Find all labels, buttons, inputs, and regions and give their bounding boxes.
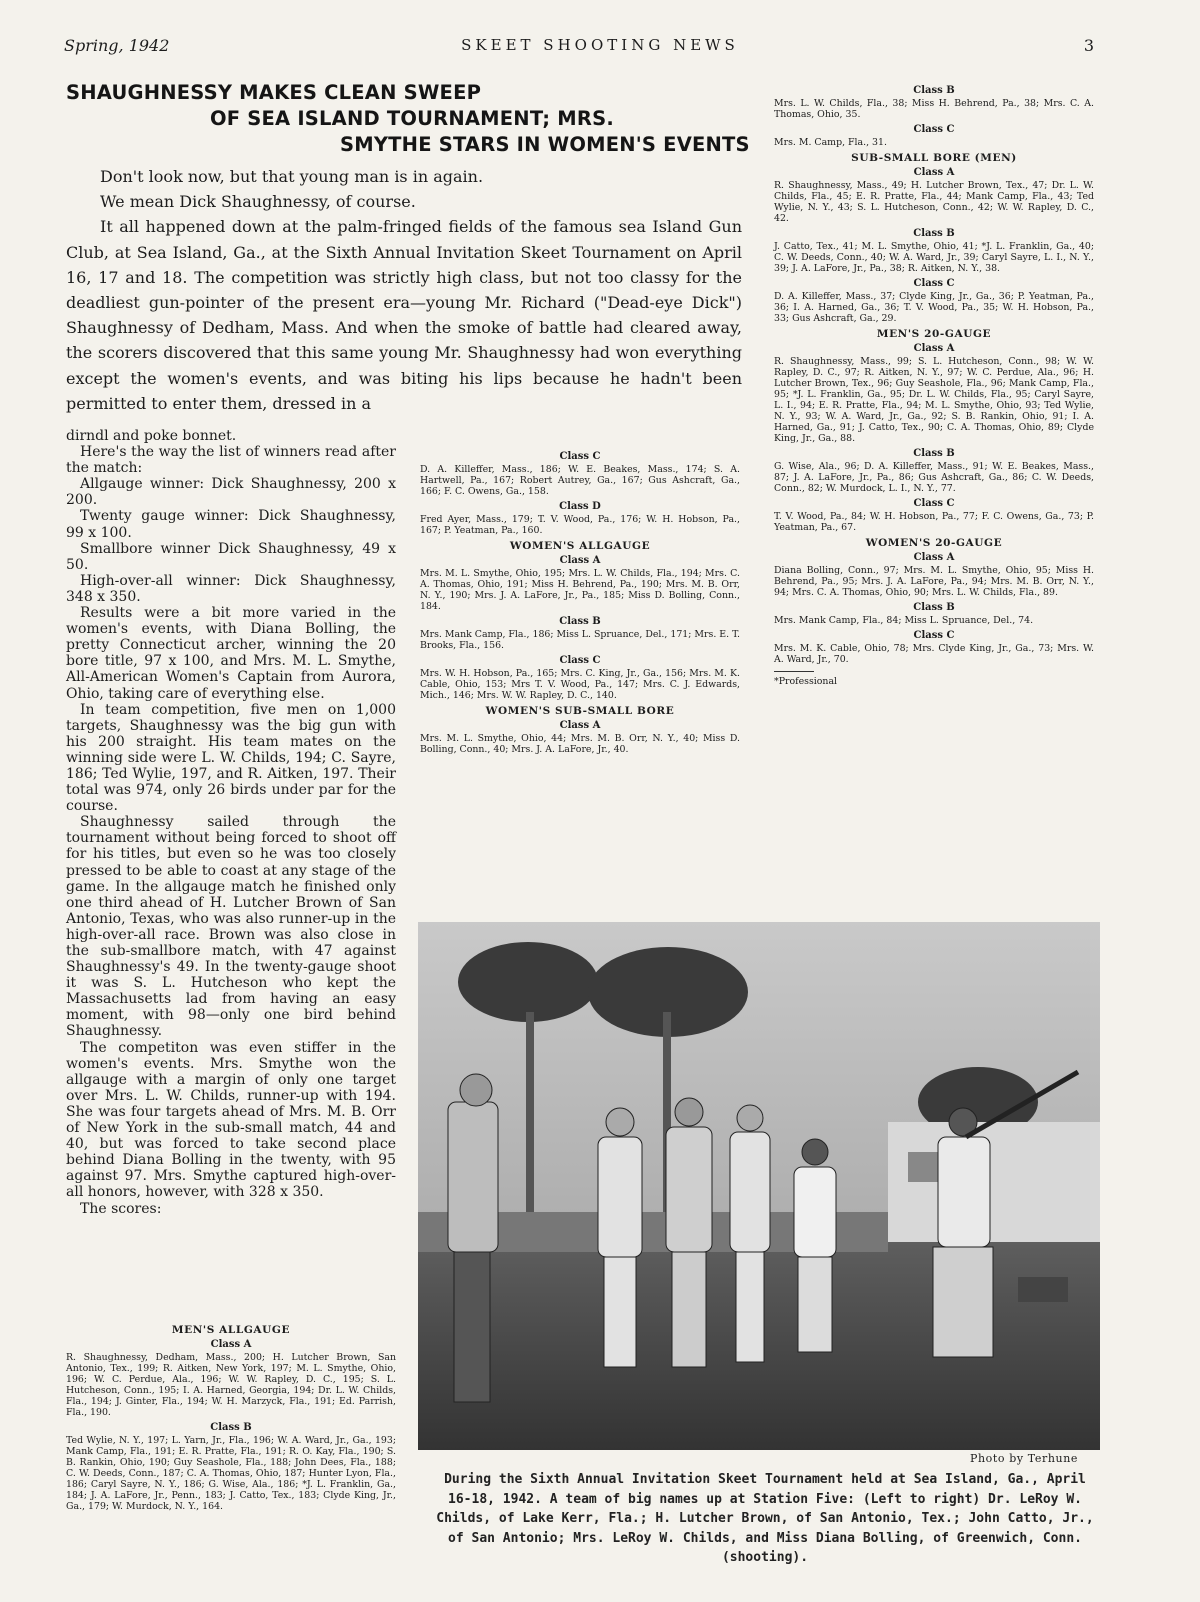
body-paragraph: Here's the way the list of winners read after the match: xyxy=(66,444,396,477)
class-label: Class A xyxy=(559,555,601,566)
class-label: Class B xyxy=(913,602,955,613)
class-label: Class B xyxy=(559,616,601,627)
section-heading: MEN'S 20-GAUGE xyxy=(876,328,992,340)
score-list: Mrs. M. L. Smythe, Ohio, 44; Mrs. M. B. Orr, N. Y., 40; Miss D. Bolling, Conn., 40; Mrs. J. A. LaFore, Jr., 40. xyxy=(420,733,740,755)
score-list: Mrs. M. L. Smythe, Ohio, 195; Mrs. L. W. Childs, Fla., 194; Mrs. C. A. Thomas, Ohio, 191; Miss H. Behrend, Pa., 190; Mrs. M. B. Orr, N. Y., 190; Mrs. J. A. LaFore, Jr., Pa., 185; Miss D. Bolling, Conn., 184. xyxy=(420,568,740,612)
headline-line-1: SHAUGHNESSY MAKES CLEAN SWEEP xyxy=(66,81,482,104)
class-label: Class D xyxy=(559,501,601,512)
body-paragraph: The scores: xyxy=(80,1200,162,1217)
class-label: Class C xyxy=(559,655,601,666)
page-number: 3 xyxy=(1083,36,1094,55)
photo-caption: During the Sixth Annual Invitation Skeet Tournament held at Sea Island, Ga., April 16-18, 1942. A team of big names up at Station Five: (Left to right) Dr. LeRoy W. Childs, of Lake Kerr, Fla.; H. Lutcher Brown, of San Antonio, Tex.; John Catto, Jr., of San Antonio; Mrs. LeRoy W. Childs, and Miss Diana Bolling, of Greenwich, Conn. (shooting). xyxy=(436,1472,1094,1565)
class-label: Class C xyxy=(913,498,955,509)
class-label: Class B xyxy=(913,85,955,96)
class-label: Class A xyxy=(913,552,955,563)
class-label: Class C xyxy=(913,630,955,641)
score-list: Mrs. M. K. Cable, Ohio, 78; Mrs. Clyde King, Jr., Ga., 73; Mrs. W. A. Ward, Jr., 70. xyxy=(774,643,1094,665)
article-intro xyxy=(66,164,742,416)
body-paragraph: Shaughnessy sailed through the tournament without being forced to shoot off for his titles, but even so he was too closely pressed to be able to coast at any stage of the game. In the allgauge match he finished only one third ahead of H. Lutcher Brown of San Antonio, Texas, who was also runner-up in the high-over-all race. Brown was also close in the sub-smallbore match, with 47 against Shaughnessy's 49. In the twenty-gauge shoot it was S. L. Hutcheson who kept the Massachusetts lad from having an easy moment, with 98—only one bird behind Shaughnessy. xyxy=(66,814,396,1040)
class-label: Class C xyxy=(913,124,955,135)
class-label: Class C xyxy=(559,451,601,462)
class-label: Class C xyxy=(913,278,955,289)
class-label: Class A xyxy=(559,720,601,731)
scores-column-3 xyxy=(774,82,1094,691)
section-heading: WOMEN'S 20-GAUGE xyxy=(865,537,1003,549)
body-paragraph: dirndl and poke bonnet. xyxy=(66,428,237,444)
class-label: Class B xyxy=(913,448,955,459)
photo-credit: Photo by Terhune xyxy=(970,1452,1079,1465)
score-list: Mrs. L. W. Childs, Fla., 38; Miss H. Behrend, Pa., 38; Mrs. C. A. Thomas, Ohio, 35. xyxy=(774,98,1094,120)
score-list: Mrs. Mank Camp, Fla., 84; Miss L. Spruance, Del., 74. xyxy=(774,615,1034,626)
headline-line-3: SMYTHE STARS IN WOMEN'S EVENTS xyxy=(340,133,750,156)
class-label: Class B xyxy=(210,1422,252,1433)
intro-paragraph: Don't look now, but that young man is in again. xyxy=(100,167,484,186)
body-paragraph: The competiton was even stiffer in the women's events. Mrs. Smythe won the allgauge with a margin of only one target over Mrs. L. W. Childs, runner-up with 194. She was four targets ahead of Mrs. M. B. Orr of New York in the sub-small match, 44 and 40, but was forced to take second place behind Diana Bolling in the twenty, with 95 against 97. Mrs. Smythe captured high-over-all honors, however, with 328 x 350. xyxy=(66,1039,396,1201)
footnote: *Professional xyxy=(774,676,838,687)
score-list: Fred Ayer, Mass., 179; T. V. Wood, Pa., 176; W. H. Hobson, Pa., 167; P. Yeatman, Pa., 160. xyxy=(420,514,740,536)
body-paragraph: Allgauge winner: Dick Shaughnessy, 200 x 200. xyxy=(66,476,396,509)
issue-date: Spring, 1942 xyxy=(64,36,170,55)
intro-paragraph: It all happened down at the palm-fringed fields of the famous sea Island Gun Club, at Sea Island, Ga., at the Sixth Annual Invitation Skeet Tournament on April 16, 17 and 18. The competition was strictly high class, but not too classy for the deadliest gun-pointer of the present era—young Mr. Richard ("Dead-eye Dick") Shaughnessy of Dedham, Mass. And when the smoke of battle had cleared away, the scorers discovered that this same young Mr. Shaughnessy had won everything except the women's events, and was biting his lips because he hadn't been permitted to enter them, dressed in a xyxy=(66,217,742,413)
score-list: D. A. Killeffer, Mass., 186; W. E. Beakes, Mass., 174; S. A. Hartwell, Pa., 167; Robert Autrey, Ga., 167; Gus Ashcraft, Ga., 166; F. C. Owens, Ga., 158. xyxy=(420,464,740,497)
article-column-1 xyxy=(66,428,396,1217)
score-list: T. V. Wood, Pa., 84; W. H. Hobson, Pa., 77; F. C. Owens, Ga., 73; P. Yeatman, Pa., 67. xyxy=(774,511,1094,533)
class-label: Class A xyxy=(913,343,955,354)
body-paragraph: In team competition, five men on 1,000 targets, Shaughnessy was the big gun with his 200 straight. His team mates on the winning side were L. W. Childs, 194; C. Sayre, 186; Ted Wylie, 197, and R. Aitken, 197. Their total was 974, only 26 birds under par for the course. xyxy=(66,701,396,815)
scores-mens-allgauge-part1 xyxy=(66,1320,396,1516)
score-list: Mrs. Mank Camp, Fla., 186; Miss L. Spruance, Del., 171; Mrs. E. T. Brooks, Fla., 156. xyxy=(420,629,740,651)
score-list: Mrs. W. H. Hobson, Pa., 165; Mrs. C. King, Jr., Ga., 156; Mrs. M. K. Cable, Ohio, 153; Mrs T. V. Wood, Pa., 147; Mrs. C. J. Edwards, Mich., 146; Mrs. W. W. Rapley, D. C., 140. xyxy=(420,668,740,701)
body-paragraph: High-over-all winner: Dick Shaughnessy, 348 x 350. xyxy=(66,572,396,605)
score-list: J. Catto, Tex., 41; M. L. Smythe, Ohio, 41; *J. L. Franklin, Ga., 40; C. W. Deeds, Conn., 40; W. A. Ward, Jr., 39; Caryl Sayre, L. I., N. Y., 39; J. A. LaFore, Jr., Pa., 38; R. Aitken, N. Y., 38. xyxy=(774,241,1094,274)
score-list: Mrs. M. Camp, Fla., 31. xyxy=(774,137,887,148)
body-paragraph: Smallbore winner Dick Shaughnessy, 49 x 50. xyxy=(66,540,396,573)
score-list: R. Shaughnessy, Dedham, Mass., 200; H. Lutcher Brown, San Antonio, Tex., 199; R. Aitken, New York, 197; M. L. Smythe, Ohio, 196; W. C. Perdue, Ala., 196; W. W. Rapley, D. C., 195; S. L. Hutcheson, Conn., 195; I. A. Harned, Georgia, 194; Dr. L. W. Childs, Fla., 194; J. Ginter, Fla., 194; W. H. Marzyck, Fla., 191; Ed. Parrish, Fla., 190. xyxy=(66,1352,396,1418)
score-list: G. Wise, Ala., 96; D. A. Killeffer, Mass., 91; W. E. Beakes, Mass., 87; J. A. LaFore, Jr., Pa., 86; Gus Ashcraft, Ga., 86; C. W. Deeds, Conn., 82; W. Murdock, L. I., N. Y., 77. xyxy=(774,461,1094,494)
section-heading: MEN'S ALLGAUGE xyxy=(171,1324,291,1336)
score-list: R. Shaughnessy, Mass., 49; H. Lutcher Brown, Tex., 47; Dr. L. W. Childs, Fla., 45; E. R. Pratte, Fla., 44; Mank Camp, Fla., 43; Ted Wylie, N. Y., 43; S. L. Hutcheson, Conn., 42; W. W. Rapley, D. C., 42. xyxy=(774,180,1094,224)
score-list: Diana Bolling, Conn., 97; Mrs. M. L. Smythe, Ohio, 95; Miss H. Behrend, Pa., 95; Mrs. J. A. LaFore, Pa., 94; Mrs. M. B. Orr, N. Y., 94; Mrs. C. A. Thomas, Ohio, 90; Mrs. L. W. Childs, Fla., 89. xyxy=(774,565,1094,598)
score-list: D. A. Killeffer, Mass., 37; Clyde King, Jr., Ga., 36; P. Yeatman, Pa., 36; I. A. Harned, Ga., 36; T. V. Wood, Pa., 35; W. H. Hobson, Pa., 33; Gus Ashcraft, Ga., 29. xyxy=(774,291,1094,324)
score-list: Ted Wylie, N. Y., 197; L. Yarn, Jr., Fla., 196; W. A. Ward, Jr., Ga., 193; Mank Camp, Fla., 191; E. R. Pratte, Fla., 191; R. O. Kay, Fla., 190; S. B. Rankin, Ohio, 190; Guy Seashole, Fla., 188; John Dees, Fla., 188; C. W. Deeds, Conn., 187; C. A. Thomas, Ohio, 187; Hunter Lyon, Fla., 186; Caryl Sayre, N. Y., 186; G. Wise, Ala., 186; *J. L. Franklin, Ga., 184; J. A. LaFore, Jr., Penn., 183; J. Catto, Tex., 183; Clyde King, Jr., Ga., 179; W. Murdock, N. Y., 164. xyxy=(66,1435,396,1512)
score-list: R. Shaughnessy, Mass., 99; S. L. Hutcheson, Conn., 98; W. W. Rapley, D. C., 97; R. Aitken, N. Y., 97; W. C. Perdue, Ala., 96; H. Lutcher Brown, Tex., 96; Guy Seashole, Fla., 96; Mank Camp, Fla., 95; *J. L. Franklin, Ga., 95; Dr. L. W. Childs, Fla., 95; Caryl Sayre, L. I., 94; E. R. Pratte, Fla., 94; M. L. Smythe, Ohio, 93; Ted Wylie, N. Y., 93; W. A. Ward, Jr., Ga., 92; S. B. Rankin, Ohio, 91; I. A. Harned, Ga., 91; J. Catto, Tex., 90; C. A. Thomas, Ohio, 89; Clyde King, Jr., Ga., 88. xyxy=(774,356,1094,444)
class-label: Class B xyxy=(913,228,955,239)
body-paragraph: Twenty gauge winner: Dick Shaughnessy, 99 x 100. xyxy=(66,508,396,541)
tournament-photo xyxy=(418,922,1100,1450)
class-label: Class A xyxy=(913,167,955,178)
headline-line-2: OF SEA ISLAND TOURNAMENT; MRS. xyxy=(210,107,614,130)
section-heading: WOMEN'S ALLGAUGE xyxy=(509,540,651,552)
class-label: Class A xyxy=(210,1339,252,1350)
section-heading: WOMEN'S SUB-SMALL BORE xyxy=(485,705,675,717)
intro-paragraph: We mean Dick Shaughnessy, of course. xyxy=(100,192,416,212)
scores-column-2 xyxy=(420,448,740,759)
publication-title: SKEET SHOOTING NEWS xyxy=(461,36,739,54)
section-heading: SUB-SMALL BORE (MEN) xyxy=(851,152,1017,164)
photo-illustration xyxy=(418,922,1100,1450)
body-paragraph: Results were a bit more varied in the women's events, with Diana Bolling, the pretty Connecticut archer, winning the 20 bore title, 97 x 100, and Mrs. M. L. Smythe, All-American Women's Captain from Aurora, Ohio, taking care of everything else. xyxy=(66,605,396,702)
